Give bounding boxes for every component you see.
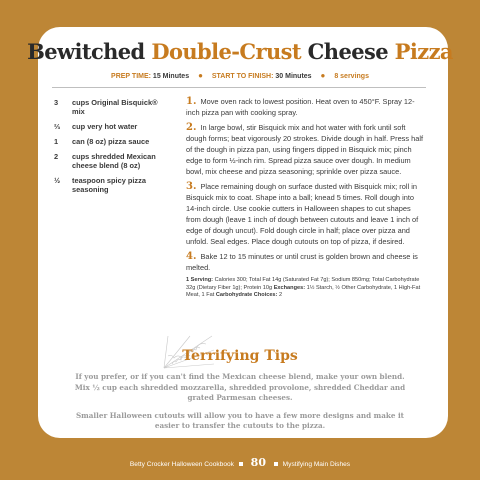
title-part-4: Pizza [394,39,453,64]
start-to-finish-value: 30 Minutes [275,73,312,80]
page-number: 80 [250,456,266,469]
title-part-2: Double-Crust [151,39,301,64]
ingredient-text: cup very hot water [72,122,138,131]
step-number: 3. [186,181,197,192]
page-footer [0,456,480,469]
direction-step [186,96,424,118]
step-text: In large bowl, stir Bisquick mix and hot water with fork until soft dough forms; beat vigorously 20 strokes. Divide dough in half. Press half of the dough in pizza pan, using fingers dipped in Bisquick mix; pinch edge to form ½-inch rim. Spread pizza sauce over dough. In medium bowl, mix cheese and pizza seasoning; sprinkle over pizza sauce. [186,123,424,176]
ingredient-item [52,98,170,116]
ingredient-qty: ½ [54,176,61,185]
footer-separator [274,462,278,466]
direction-step [186,181,424,247]
nutrition-label: 1 Serving: [186,277,214,283]
nutrition-text: Calories 300; Total Fat 14g (Saturated Fat 7g); Sodium 850mg; Total Carbohydrate 32g (Dietary Fiber 1g); Protein 10g [186,277,420,291]
prep-time-value: 15 Minutes [152,73,190,80]
tip-paragraph: If you prefer, or if you can't find the Mexican cheese blend, make your own blend. Mix ½ cup each shredded mozzarella, shredded provolone, shredded Cheddar and grated Parmesan cheeses. [74,372,406,402]
carb-choices-value: 2 [277,292,283,298]
servings: 8 servings [334,73,369,80]
ingredient-qty: 3 [54,98,59,107]
ingredients-list [52,98,170,200]
meta-separator: ● [320,71,326,80]
ingredient-text: teaspoon spicy pizza seasoning [72,176,146,194]
step-text: Bake 12 to 15 minutes or until crust is golden brown and cheese is melted. [186,252,418,272]
tip-paragraph: Smaller Halloween cutouts will allow you to have a few more designs and make it easier to transfer the cutouts to the pizza. [75,410,404,430]
step-text: Move oven rack to lowest position. Heat oven to 450°F. Spray 12-inch pizza pan with cooking spray. [186,97,415,117]
step-number: 2. [186,122,197,133]
ingredient-text: can (8 oz) pizza sauce [72,137,150,146]
ingredient-text: cups shredded Mexican cheese blend (8 oz) [72,152,156,170]
ingredient-item [52,122,170,131]
tips-body [72,372,408,439]
ingredient-qty: ⅔ [54,122,61,131]
meta-separator: ● [198,71,203,80]
prep-time-label: PREP TIME: [111,73,151,80]
nutrition-info [186,277,424,300]
divider [52,87,426,88]
footer-book-title: Betty Crocker Halloween Cookbook [129,461,234,468]
title-part-1: Bewitched [27,39,152,64]
start-to-finish-label: START TO FINISH: [211,73,274,80]
exchanges-text: 1½ Starch, ½ Other Carbohydrate, 1 High-Fat Meat, 1 Fat [186,284,421,298]
ingredient-item [52,137,170,146]
direction-step [186,122,424,177]
ingredient-qty: 1 [54,137,59,146]
ingredient-text: cups Original Bisquick® mix [72,98,158,116]
ingredient-item [52,176,170,194]
ingredient-item [52,152,170,170]
footer-chapter: Mystifying Main Dishes [282,461,351,468]
carb-choices-label: Carbohydrate Choices: [215,292,278,298]
step-text: Place remaining dough on surface dusted with Bisquick mix; roll in Bisquick mix to coat. Shape into a ball; knead 5 times. Roll dough into 14-inch circle. Use cookie cutters in Halloween shapes to cut shapes from dough (leave 1 inch of dough between cutouts and leave 1 inch of edge of dough uncut). Fold dough circle in half; place over pizza and unfold. Seal edges. Place dough cutouts on top of pizza, if desired. [186,182,419,246]
tips-title: Terrifying Tips [182,348,298,364]
directions [186,96,424,300]
footer-separator [239,462,243,466]
recipe-title [0,39,480,64]
step-number: 4. [186,251,197,262]
exchanges-label: Exchanges: [273,284,306,291]
step-number: 1. [186,96,197,107]
recipe-meta [0,71,480,80]
title-part-3: Cheese [300,39,395,64]
direction-step [186,251,424,273]
ingredient-qty: 2 [54,152,59,161]
